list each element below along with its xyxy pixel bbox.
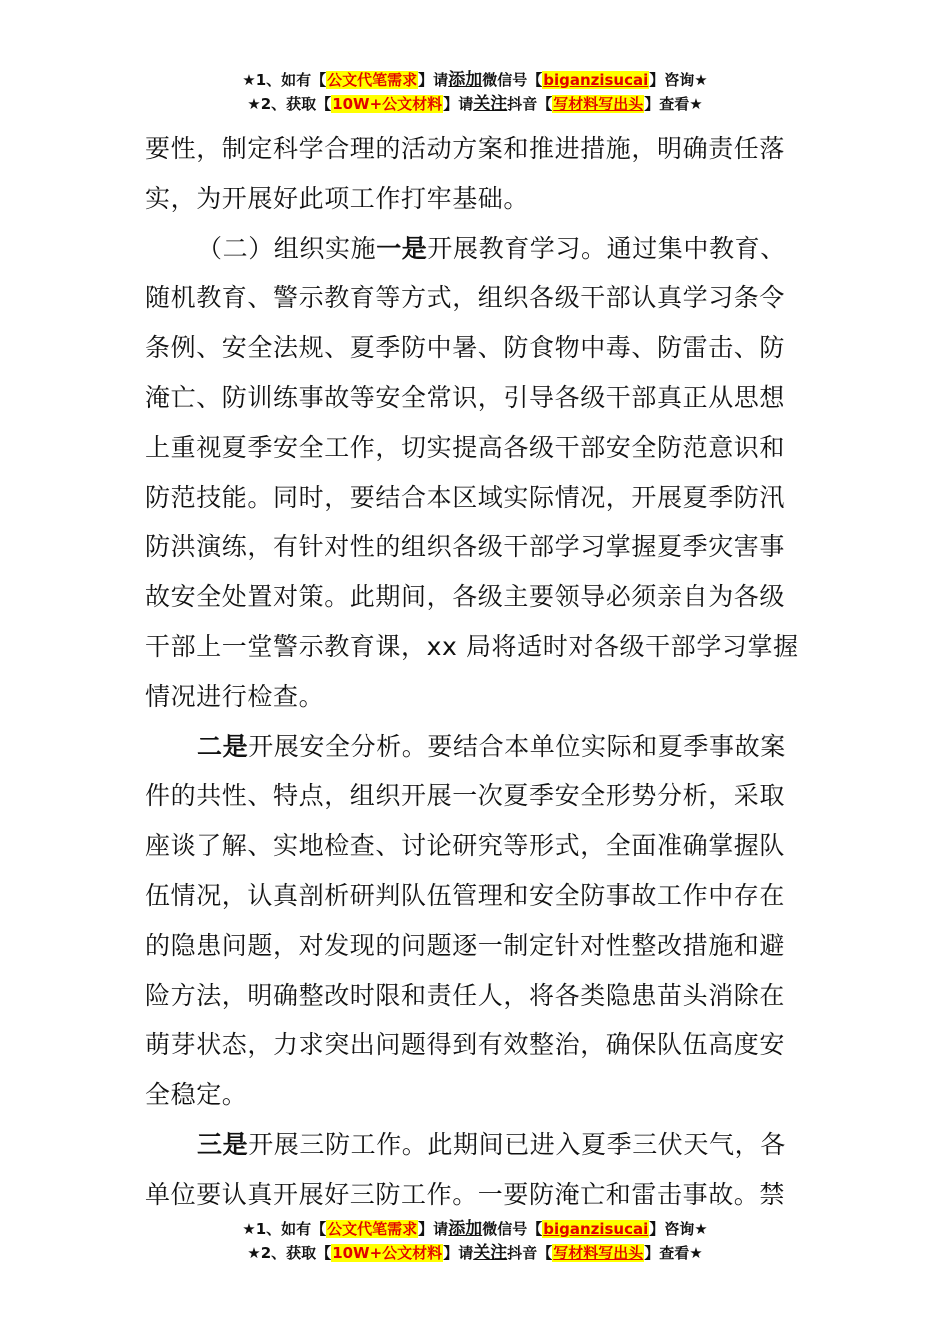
line-text: （二）组织实施 (197, 233, 377, 263)
line-text: 防范技能。同时，要结合本区域实际情况，开展夏季防汛 (145, 482, 786, 512)
highlight-materials: 10W+公文材料 (332, 1244, 443, 1262)
text-line (145, 522, 825, 572)
banner-text: 】请 (443, 95, 474, 113)
banner-text: 】咨询★ (649, 1220, 708, 1238)
douyin-account: 写材料写出头 (553, 1244, 644, 1262)
banner-text: 微信号【 (482, 71, 543, 89)
banner-text: ★1、如有【 (242, 71, 327, 89)
banner-add-text: 添加 (448, 1219, 483, 1239)
banner-text: 抖音【 (507, 1244, 553, 1262)
banner-line-1 (0, 68, 950, 92)
text-line (145, 423, 825, 473)
line-text: 防洪演练，有针对性的组织各级干部学习掌握夏季灾害事 (145, 532, 786, 562)
line-text: 开展教育学习。通过集中教育、 (427, 233, 786, 263)
line-text: 干部上一堂警示教育课，xx 局将适时对各级干部学习掌握 (145, 631, 799, 661)
text-line (145, 273, 825, 323)
text-line (145, 1120, 825, 1170)
line-text: 条例、安全法规、夏季防中暑、防食物中毒、防雷击、防 (145, 333, 786, 363)
text-line (145, 1070, 825, 1120)
line-text: 座谈了解、实地检查、讨论研究等形式，全面准确掌握队 (145, 831, 786, 861)
banner-text: 】请 (418, 71, 449, 89)
text-line (145, 473, 825, 523)
text-line (145, 971, 825, 1021)
line-text: 淹亡、防训练事故等安全常识，引导各级干部真正从思想 (145, 382, 786, 412)
text-line (145, 373, 825, 423)
banner-text: ★2、获取【 (247, 95, 332, 113)
bold-lead: 二是 (197, 731, 249, 761)
highlight-ghostwriting: 公文代笔需求 (327, 71, 418, 89)
text-line (145, 921, 825, 971)
line-text: 情况进行检查。 (145, 681, 325, 711)
line-text: 伍情况，认真剖析研判队伍管理和安全防事故工作中存在 (145, 880, 786, 910)
text-line (145, 1020, 825, 1070)
line-text: 单位要认真开展好三防工作。一要防淹亡和雷击事故。禁 (145, 1179, 786, 1209)
line-text: 全稳定。 (145, 1080, 248, 1110)
banner-line-2 (0, 1241, 950, 1265)
text-line (145, 224, 825, 274)
line-text: 开展安全分析。要结合本单位实际和夏季事故案 (248, 731, 786, 761)
text-line (145, 174, 825, 224)
banner-text: 】请 (418, 1220, 449, 1238)
banner-follow-text: 关注 (473, 1243, 508, 1263)
banner-text: 微信号【 (482, 1220, 543, 1238)
line-text: 故安全处置对策。此期间，各级主要领导必须亲自为各级 (145, 582, 786, 612)
text-line (145, 124, 825, 174)
banner-follow-text: 关注 (473, 94, 508, 114)
douyin-account: 写材料写出头 (553, 95, 644, 113)
text-line (145, 1170, 825, 1220)
line-text: 开展三防工作。此期间已进入夏季三伏天气，各 (248, 1129, 786, 1159)
line-text: 随机教育、警示教育等方式，组织各级干部认真学习条令 (145, 283, 786, 313)
banner-line-2 (0, 92, 950, 116)
footer-banner (0, 1217, 950, 1265)
line-text: 险方法，明确整改时限和责任人，将各类隐患苗头消除在 (145, 980, 786, 1010)
banner-text: ★2、获取【 (247, 1244, 332, 1262)
banner-text: 】请 (443, 1244, 474, 1262)
line-text: 要性，制定科学合理的活动方案和推进措施，明确责任落 (145, 134, 786, 163)
text-line (145, 722, 825, 772)
highlight-materials: 10W+公文材料 (332, 95, 443, 113)
line-text: 实，为开展好此项工作打牢基础。 (145, 183, 530, 213)
line-text: 萌芽状态，力求突出问题得到有效整治，确保队伍高度安 (145, 1030, 786, 1060)
banner-text: 】查看★ (644, 95, 703, 113)
line-text: 上重视夏季安全工作，切实提高各级干部安全防范意识和 (145, 432, 786, 462)
text-line (145, 871, 825, 921)
text-line (145, 821, 825, 871)
highlight-ghostwriting: 公文代笔需求 (327, 1220, 418, 1238)
banner-add-text: 添加 (448, 70, 483, 90)
banner-text: 】咨询★ (649, 71, 708, 89)
wechat-id: biganzisucai (543, 1220, 649, 1238)
banner-text: 】查看★ (644, 1244, 703, 1262)
text-line (145, 771, 825, 821)
text-line (145, 622, 825, 672)
bold-lead: 三是 (197, 1129, 249, 1159)
bold-lead: 一是 (376, 233, 428, 263)
text-line (145, 672, 825, 722)
banner-text: ★1、如有【 (242, 1220, 327, 1238)
text-line (145, 572, 825, 622)
document-body (145, 124, 825, 1220)
header-banner (0, 68, 950, 116)
wechat-id: biganzisucai (543, 71, 649, 89)
text-line (145, 323, 825, 373)
line-text: 件的共性、特点，组织开展一次夏季安全形势分析，采取 (145, 781, 786, 811)
banner-text: 抖音【 (507, 95, 553, 113)
line-text: 的隐患问题，对发现的问题逐一制定针对性整改措施和避 (145, 930, 786, 960)
banner-line-1 (0, 1217, 950, 1241)
